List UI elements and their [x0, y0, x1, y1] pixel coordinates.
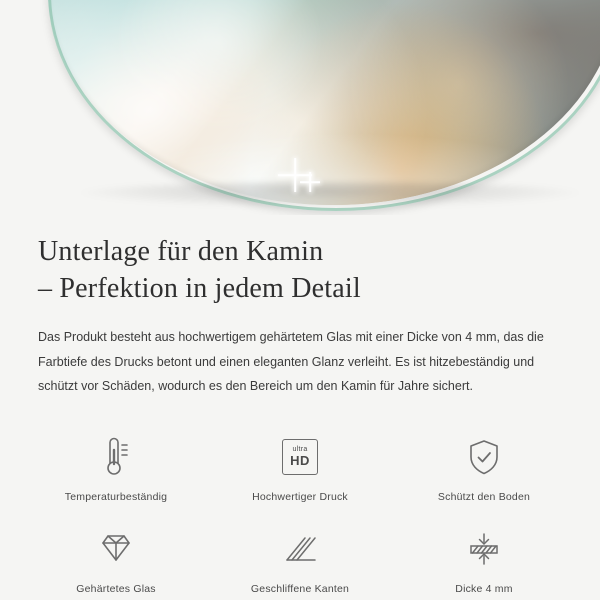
- ultra-hd-badge-small: ultra: [292, 446, 308, 454]
- hero-product-image: [0, 0, 600, 215]
- polished-edges-icon: [279, 525, 321, 573]
- feature-item-temperature-resistant: [24, 427, 208, 513]
- feature-item-floor-protection: [392, 427, 576, 513]
- feature-item-high-quality-print: [208, 427, 392, 513]
- page-title-line-1: Unterlage für den Kamin: [38, 236, 324, 267]
- text-content: [0, 215, 600, 399]
- diamond-icon: [94, 525, 138, 573]
- feature-label: Dicke 4 mm: [455, 582, 513, 595]
- feature-item-polished-edges: [208, 519, 392, 600]
- feature-grid: [0, 427, 600, 600]
- glass-disc-artwork: [48, 0, 600, 205]
- feature-label: Hochwertiger Druck: [252, 490, 348, 503]
- page-title: [38, 233, 562, 307]
- ultra-hd-icon: [282, 433, 318, 481]
- description-paragraph: Das Produkt besteht aus hochwertigem gehärtetem Glas mit einer Dicke von 4 mm, das die Farbtiefe des Drucks betont und einen eleganten Glanz verleiht. Es ist hitzebeständig und schützt vor Schäden, wodurch es den Bereich um den Kamin für Jahre sichert.: [38, 330, 544, 394]
- feature-item-tempered-glass: [24, 519, 208, 600]
- page-title-line-2: – Perfektion in jedem Detail: [38, 273, 361, 305]
- feature-label: Temperaturbeständig: [64, 490, 168, 503]
- feature-label: Gehärtetes Glas: [76, 582, 156, 595]
- feature-label: Geschliffene Kanten: [250, 582, 350, 595]
- glass-disc-shadow: [70, 182, 590, 208]
- thickness-icon: [463, 525, 505, 573]
- thermometer-icon: [96, 433, 136, 481]
- feature-label: Schützt den Boden: [437, 490, 531, 503]
- ultra-hd-badge-big: HD: [290, 453, 310, 469]
- feature-item-thickness: [392, 519, 576, 600]
- shield-check-icon: [464, 433, 504, 481]
